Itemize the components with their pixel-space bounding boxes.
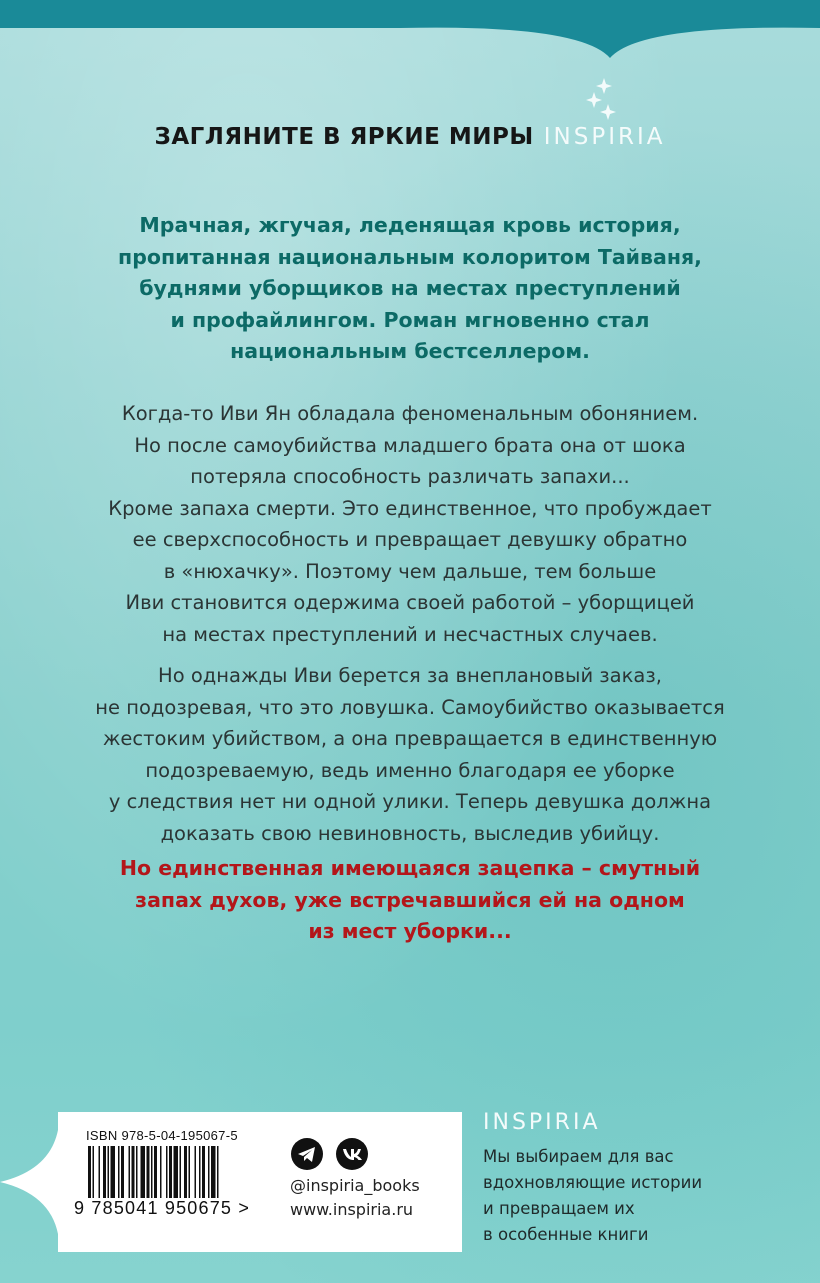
paragraph-line: Кроме запаха смерти. Это единственное, что пробуждает xyxy=(108,496,712,520)
teaser-line: пропитанная национальным колоритом Тайваня, xyxy=(118,244,702,269)
top-decorative-band xyxy=(0,0,820,60)
barcode-digits: 9 785041 950675 > xyxy=(74,1198,251,1218)
barcode-bar xyxy=(93,1146,95,1198)
vk-icon[interactable] xyxy=(336,1138,368,1170)
barcode-bar xyxy=(195,1146,197,1198)
barcode-bar xyxy=(189,1146,191,1198)
barcode-bar xyxy=(180,1146,182,1198)
barcode-bar xyxy=(132,1146,135,1198)
paragraph-line: не подозревая, что это ловушка. Самоубийство оказывается xyxy=(95,695,725,719)
telegram-icon[interactable] xyxy=(291,1138,323,1170)
headline-brand: INSPIRIA xyxy=(543,124,666,150)
paragraph-line: Но после самоубийства младшего брата она от шока xyxy=(134,433,686,457)
paragraph-line: Когда-то Иви Ян обладала феноменальным обонянием. xyxy=(121,402,699,425)
barcode-bar xyxy=(118,1146,120,1198)
hook-line: запах духов, уже встречавшийся ей на одном xyxy=(135,887,685,912)
paragraph-line: потеряла способность различать запахи... xyxy=(190,465,630,488)
tagline-line: и превращаем их xyxy=(483,1199,635,1218)
barcode-bar xyxy=(184,1146,187,1198)
barcode-bar xyxy=(211,1146,216,1198)
barcode-bar xyxy=(166,1146,168,1198)
barcode-bar xyxy=(108,1146,110,1198)
tagline-line: в особенные книги xyxy=(483,1225,649,1244)
paragraph-line: Иви становится одержима своей работой – уборщицей xyxy=(125,591,695,614)
teaser-line: буднями уборщиков на местах преступлений xyxy=(139,276,681,300)
barcode-bar xyxy=(208,1146,210,1198)
barcode-bar xyxy=(151,1146,153,1198)
publisher-tagline xyxy=(483,1144,783,1248)
barcode-bar xyxy=(160,1146,162,1198)
barcode-bar xyxy=(88,1146,91,1198)
barcode-bar xyxy=(136,1146,138,1198)
barcode-bar xyxy=(202,1146,205,1198)
paragraph-line: ее сверхспособность и превращает девушку обратно xyxy=(132,528,688,551)
barcode-bar xyxy=(103,1146,106,1198)
paragraph-line: доказать свою невиновность, выследив убийцу. xyxy=(160,821,660,845)
isbn-text: ISBN 978-5-04-195067-5 xyxy=(86,1128,238,1143)
barcode-bar xyxy=(129,1146,131,1198)
telegram-handle[interactable]: @inspiria_books xyxy=(290,1176,420,1195)
paragraph-line: у следствия нет ни одной улики. Теперь девушка должна xyxy=(108,790,712,813)
barcode-bar xyxy=(141,1146,146,1198)
barcode-bar xyxy=(147,1146,150,1198)
barcode-bar xyxy=(174,1146,179,1198)
synopsis-paragraph-2 xyxy=(40,660,780,849)
paragraph-line: на местах преступлений и несчастных случаев. xyxy=(162,622,658,646)
headline-text: ЗАГЛЯНИТЕ В ЯРКИЕ МИРЫ xyxy=(154,124,534,150)
series-headline xyxy=(0,124,820,150)
website-link[interactable]: www.inspiria.ru xyxy=(290,1200,414,1219)
paragraph-line: подозреваемую, ведь именно благодаря ее уборке xyxy=(145,758,675,782)
tagline-line: Мы выбираем для вас xyxy=(483,1147,674,1166)
publisher-brand: INSPIRIA xyxy=(483,1110,601,1135)
hook-line: из мест уборки... xyxy=(308,919,512,943)
paragraph-line: в «нюхачку». Поэтому чем дальше, тем больше xyxy=(163,559,657,583)
barcode-bar xyxy=(217,1146,219,1198)
barcode-bar xyxy=(111,1146,116,1198)
teaser-line: и профайлингом. Роман мгновенно стал xyxy=(170,307,650,332)
hook-line: Но единственная имеющаяся зацепка – смутный xyxy=(119,856,701,880)
teaser-line: Мрачная, жгучая, леденящая кровь история, xyxy=(139,213,681,237)
barcode-bar xyxy=(121,1146,124,1198)
sparkle-stars-icon xyxy=(586,78,616,122)
teaser-line: национальным бестселлером. xyxy=(230,339,590,363)
paragraph-line: жестоким убийством, а она превращается в единственную xyxy=(102,727,718,750)
barcode-bar xyxy=(99,1146,101,1198)
hook-block xyxy=(60,853,760,948)
barcode-bar xyxy=(154,1146,157,1198)
barcode xyxy=(88,1146,264,1206)
synopsis-paragraph-1 xyxy=(40,398,780,650)
barcode-bar xyxy=(169,1146,172,1198)
tagline-line: вдохновляющие истории xyxy=(483,1173,703,1192)
paragraph-line: Но однажды Иви берется за внеплановый заказ, xyxy=(158,664,662,687)
teaser-block xyxy=(60,210,760,368)
barcode-bar xyxy=(199,1146,201,1198)
